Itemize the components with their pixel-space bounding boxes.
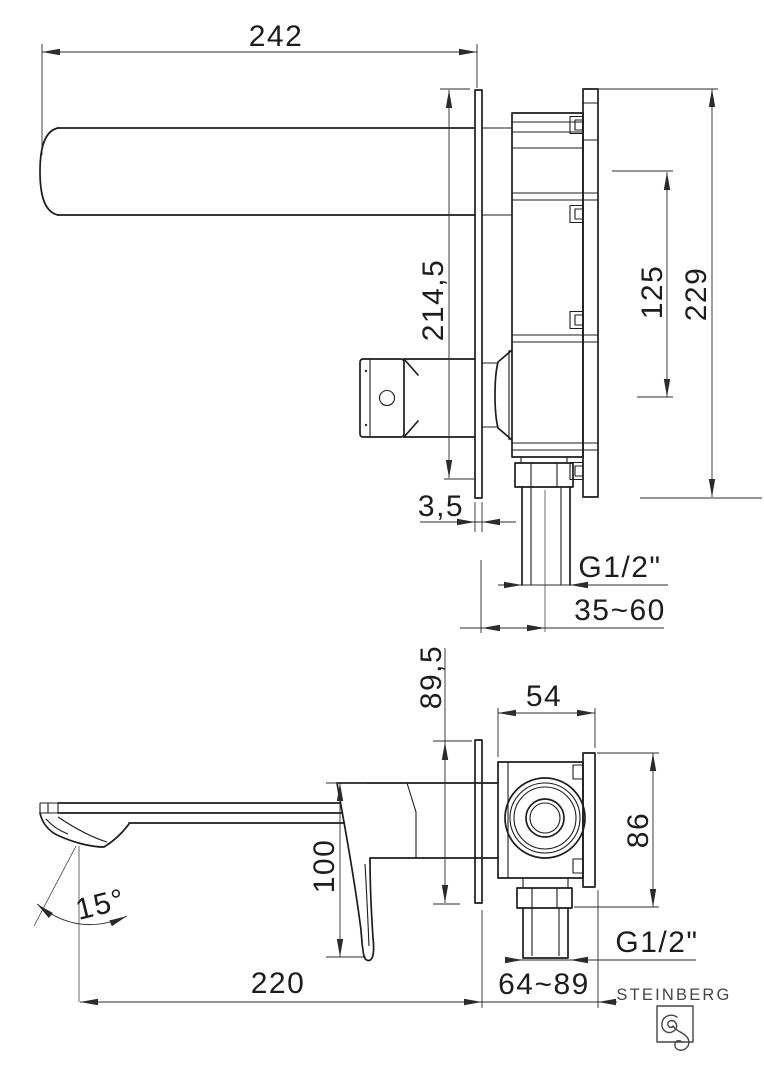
dim-label-229: 229 xyxy=(680,266,713,322)
wall-plate-side xyxy=(475,90,482,498)
dim-hole-spacing xyxy=(612,171,673,397)
bolt-icon xyxy=(575,209,583,219)
bolt-icon xyxy=(575,466,583,476)
dim-label-3-5: 3,5 xyxy=(417,490,465,523)
spout-tube-through-wall xyxy=(482,128,512,215)
dim-label-35-60: 35~60 xyxy=(574,594,666,627)
bracket-flange xyxy=(583,89,598,497)
handle-dot xyxy=(365,370,367,372)
rough-in-body xyxy=(482,89,598,497)
handle-dot xyxy=(365,424,367,426)
wall-plate-plan xyxy=(475,740,482,903)
lever-blade-inner xyxy=(365,864,369,946)
supply-pipe xyxy=(522,487,570,585)
hex-nut-facets xyxy=(531,463,557,487)
bolt-icon xyxy=(573,859,583,873)
dim-thread-top xyxy=(498,551,668,588)
handle-collar xyxy=(404,359,418,437)
handle-screw-hole xyxy=(380,391,395,406)
body-outline xyxy=(512,113,583,457)
top-view xyxy=(40,20,762,633)
dim-spray-angle xyxy=(34,846,129,1002)
bolt-icon xyxy=(570,312,583,329)
dim-plate-height xyxy=(598,89,762,498)
lever-side-view xyxy=(337,783,498,960)
dim-label-214-5: 214,5 xyxy=(417,258,450,342)
supply-pipe-front xyxy=(523,908,568,958)
brand-block xyxy=(616,986,731,1050)
dim-label-15deg: 15° xyxy=(72,882,129,927)
lever-neck xyxy=(407,783,416,858)
dim-spout-length xyxy=(42,20,477,155)
brand-name: STEINBERG xyxy=(616,986,732,1004)
valve-body-outline xyxy=(498,762,583,878)
dim-label-64-89: 64~89 xyxy=(498,968,590,1001)
dim-plate-thickness xyxy=(418,490,516,532)
bolt-icon xyxy=(570,206,583,223)
dim-body-height xyxy=(574,753,659,907)
bracket-flange-ticks xyxy=(583,103,598,140)
dim-body-width xyxy=(498,680,595,757)
cartridge-ring xyxy=(505,778,585,858)
valve-body-front xyxy=(498,753,595,958)
spout-end-cap xyxy=(40,128,58,215)
cartridge-ring xyxy=(514,787,576,849)
dim-lever-height xyxy=(308,783,366,957)
dim-label-125: 125 xyxy=(636,264,669,320)
dim-handle-height xyxy=(417,89,476,479)
spout-side-view xyxy=(40,128,475,215)
cartridge-ring xyxy=(526,799,564,837)
spout-plan-view xyxy=(40,803,344,847)
dim-label-thread-bottom: G1/2" xyxy=(615,926,699,959)
spout-outline xyxy=(58,128,475,215)
dim-label-86: 86 xyxy=(622,811,655,849)
dim-label-thread-top: G1/2" xyxy=(578,551,662,584)
bottom-view xyxy=(34,645,699,1008)
dim-label-220: 220 xyxy=(250,967,306,1000)
dim-label-242: 242 xyxy=(248,20,304,53)
supply-pipe-front-inner xyxy=(532,908,559,956)
aerator-inner xyxy=(46,817,107,842)
dim-label-89-5: 89,5 xyxy=(415,644,448,710)
spout-cap xyxy=(40,803,58,813)
spout-bar xyxy=(58,803,344,823)
bolt-icon xyxy=(575,315,583,325)
nut-collar xyxy=(521,457,567,463)
supply-pipe-inner xyxy=(531,487,561,585)
body-section-lines xyxy=(512,122,598,450)
hex-nut xyxy=(515,463,573,487)
dim-label-54: 54 xyxy=(525,680,563,713)
steinberg-logo-icon xyxy=(657,1006,693,1050)
supply-connection-top xyxy=(515,457,573,632)
dim-plate-width xyxy=(415,645,472,904)
cartridge-ring xyxy=(510,783,580,853)
aerator-outline xyxy=(40,813,129,847)
hex-nut-front-facets xyxy=(532,888,557,908)
cartridge-ring xyxy=(530,803,560,833)
handle-end-view xyxy=(360,359,475,437)
hex-nut-front xyxy=(517,888,572,908)
dim-label-100: 100 xyxy=(308,838,341,894)
nut-collar-front xyxy=(523,878,568,888)
bolt-icon xyxy=(573,765,583,779)
bolt-icon xyxy=(570,117,583,134)
bolt-icon xyxy=(570,463,583,480)
mounting-bolts xyxy=(570,117,583,480)
